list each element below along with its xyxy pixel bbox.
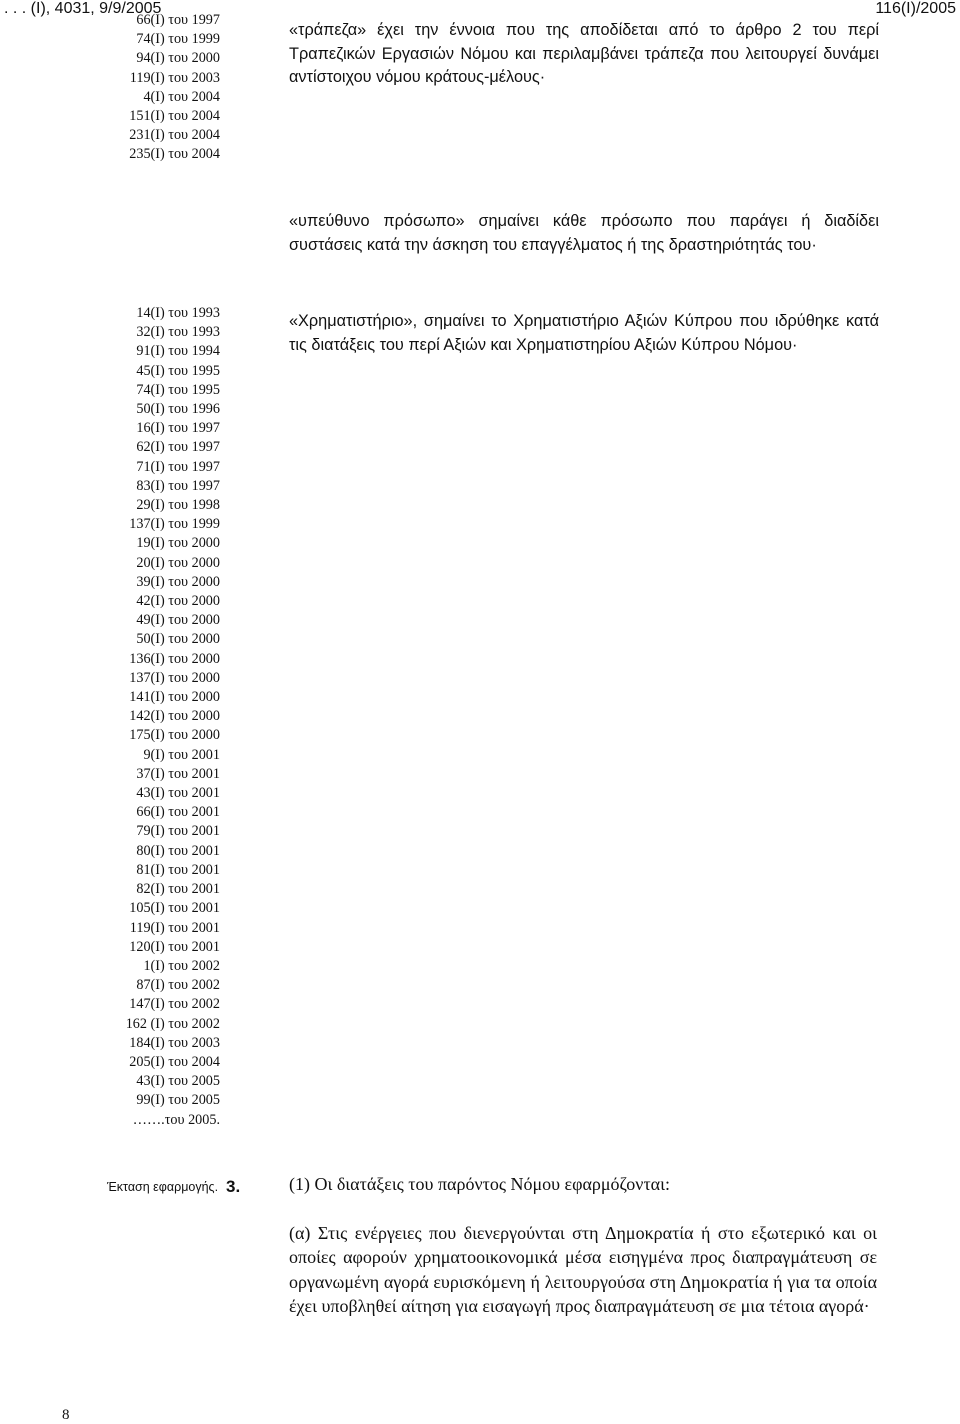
side-note-scope: Έκταση εφαρμογής.	[107, 1180, 219, 1194]
margin-law-ref: 16(Ι) του 1997	[136, 420, 220, 437]
margin-law-ref: 136(Ι) του 2000	[129, 650, 220, 667]
margin-law-ref: 9(Ι) του 2001	[143, 746, 220, 763]
margin-law-ref: 74(Ι) του 1999	[136, 31, 220, 48]
margin-law-ref: 66(Ι) του 1997	[136, 12, 220, 28]
margin-law-ref: 80(Ι) του 2001	[136, 842, 220, 859]
margin-law-refs-exchange	[20, 304, 220, 1130]
margin-law-ref: 147(Ι) του 2002	[129, 996, 220, 1013]
margin-law-ref: 137(Ι) του 1999	[129, 516, 220, 533]
definition-stock-exchange: «Χρηματιστήριο», σημαίνει το Χρηματιστήριο Αξιών Κύπρου που ιδρύθηκε κατά τις διατάξεις του περί Αξιών και Χρηματιστηρίου Αξιών Κύπρου Νόμου·	[289, 312, 879, 354]
margin-law-ref: 83(Ι) του 1997	[136, 477, 220, 494]
margin-law-ref: …….του 2005.	[132, 1111, 220, 1128]
margin-law-ref: 66(Ι) του 2001	[136, 804, 220, 821]
margin-law-ref: 162 (Ι) του 2002	[125, 1015, 220, 1032]
margin-law-ref: 4(Ι) του 2004	[143, 88, 220, 105]
margin-law-ref: 119(Ι) του 2003	[129, 69, 220, 86]
margin-law-ref: 43(Ι) του 2005	[136, 1073, 220, 1090]
header-law-number: 116(Ι)/2005	[875, 0, 956, 17]
margin-law-ref: 29(Ι) του 1998	[136, 497, 220, 514]
margin-law-ref: 151(Ι) του 2004	[129, 108, 220, 125]
header-gazette-ref: . . . (Ι), 4031, 9/9/2005	[4, 0, 162, 17]
section-scope-intro: (1) Οι διατάξεις του παρόντος Νόμου εφαρμόζονται:	[289, 1174, 670, 1194]
margin-law-ref: 50(Ι) του 1996	[136, 401, 220, 418]
margin-law-ref: 50(Ι) του 2000	[136, 631, 220, 648]
margin-law-ref: 37(Ι) του 2001	[136, 765, 220, 782]
margin-law-ref: 184(Ι) του 2003	[129, 1034, 220, 1051]
margin-law-refs-banking	[20, 11, 220, 165]
margin-law-ref: 32(Ι) του 1993	[136, 324, 220, 341]
margin-law-ref: 14(Ι) του 1993	[136, 305, 220, 321]
margin-law-ref: 137(Ι) του 2000	[129, 669, 220, 686]
margin-law-ref: 82(Ι) του 2001	[136, 881, 220, 898]
margin-law-ref: 105(Ι) του 2001	[129, 900, 220, 917]
margin-law-ref: 81(Ι) του 2001	[136, 861, 220, 878]
margin-law-ref: 20(Ι) του 2000	[136, 554, 220, 571]
margin-law-ref: 99(Ι) του 2005	[136, 1092, 220, 1109]
margin-law-ref: 43(Ι) του 2001	[136, 785, 220, 802]
margin-law-ref: 235(Ι) του 2004	[129, 146, 220, 163]
section-scope-item-a: (α) Στις ενέργειες που διενεργούνται στη Δημοκρατία ή στο εξωτερικό και οι οποίες αφορούν χρηματοοικονομικά μέσα εισηγμένα προς διαπραγμάτευση σε οργανωμένη αγορά ευρισκόμενη ή λειτουργούσα στη Δημοκρατία ή για τα οποία έχει υποβληθεί αίτηση για εισαγωγή προς διαπραγμάτευση σε μια τέτοια αγορά·	[289, 1223, 877, 1317]
margin-law-ref: 1(Ι) του 2002	[143, 957, 220, 974]
definition-responsible-person: «υπεύθυνο πρόσωπο» σημαίνει κάθε πρόσωπο που παράγει ή διαδίδει συστάσεις κατά την άσκηση του επαγγέλματος ή της δραστηριότητάς του·	[289, 212, 879, 254]
page-number: 8	[62, 1407, 70, 1423]
margin-law-ref: 62(Ι) του 1997	[136, 439, 220, 456]
margin-law-ref: 142(Ι) του 2000	[129, 708, 220, 725]
definition-bank: «τράπεζα» έχει την έννοια που της αποδίδεται από το άρθρο 2 του περί Τραπεζικών Εργασιών Νόμου και περιλαμβάνει τράπεζα που λειτουργεί δυνάμει αντίστοιχου νόμου κράτους-μέλους·	[289, 21, 879, 87]
margin-law-ref: 141(Ι) του 2000	[129, 689, 220, 706]
margin-law-ref: 42(Ι) του 2000	[136, 593, 220, 610]
margin-law-ref: 87(Ι) του 2002	[136, 977, 220, 994]
margin-law-ref: 120(Ι) του 2001	[129, 938, 220, 955]
margin-law-ref: 205(Ι) του 2004	[129, 1053, 220, 1070]
margin-law-ref: 45(Ι) του 1995	[136, 362, 220, 379]
margin-law-ref: 79(Ι) του 2001	[136, 823, 220, 840]
margin-law-ref: 91(Ι) του 1994	[136, 343, 220, 360]
margin-law-ref: 94(Ι) του 2000	[136, 50, 220, 67]
margin-law-ref: 231(Ι) του 2004	[129, 127, 220, 144]
margin-law-ref: 19(Ι) του 2000	[136, 535, 220, 552]
margin-law-ref: 49(Ι) του 2000	[136, 612, 220, 629]
section-number: 3.	[226, 1177, 241, 1196]
margin-law-ref: 175(Ι) του 2000	[129, 727, 220, 744]
margin-law-ref: 74(Ι) του 1995	[136, 381, 220, 398]
margin-law-ref: 39(Ι) του 2000	[136, 573, 220, 590]
margin-law-ref: 119(Ι) του 2001	[129, 919, 220, 936]
margin-law-ref: 71(Ι) του 1997	[136, 458, 220, 475]
